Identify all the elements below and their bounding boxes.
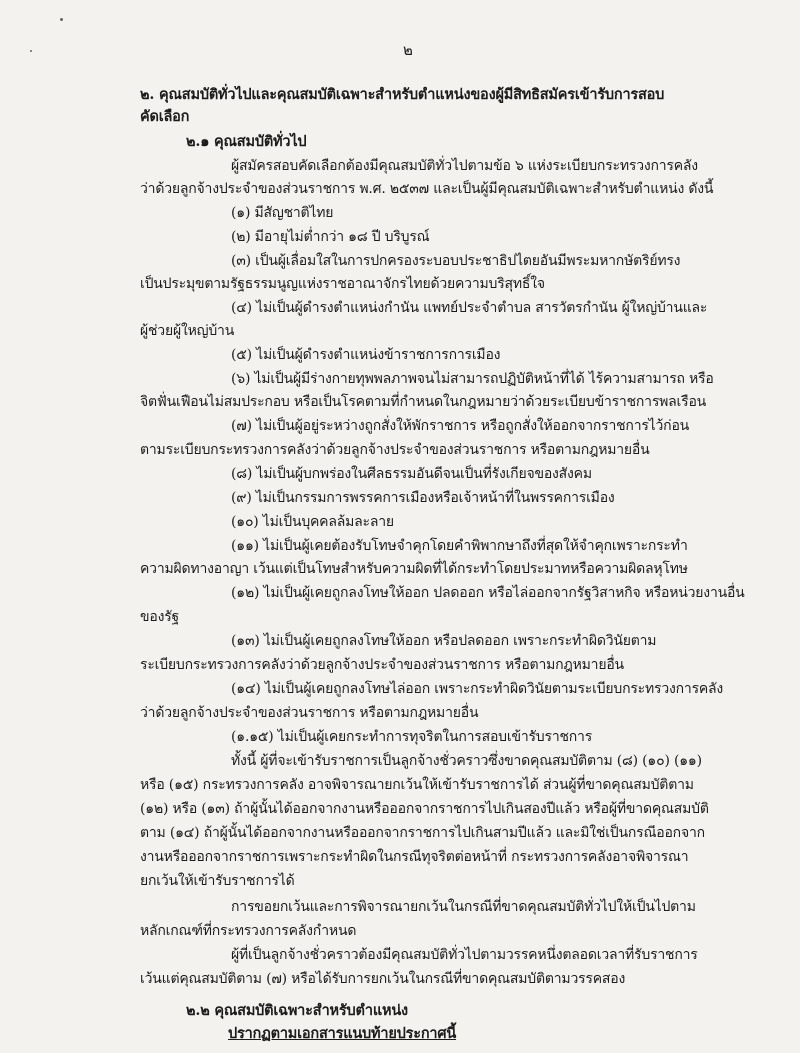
section-2-1-intro-cont: ว่าด้วยลูกจ้างประจำของส่วนราชการ พ.ศ. ๒๕๓๗ และเป็นผู้มีคุณสมบัติเฉพาะสำหรับตำแหน่ง ดังนี้ [140, 181, 714, 197]
scan-speck [60, 18, 63, 21]
section-2-heading-cont: คัดเลือก [140, 108, 190, 125]
qualification-item: (๗) ไม่เป็นผู้อยู่ระหว่างถูกสั่งให้พักราชการ หรือถูกสั่งให้ออกจากราชการไว้ก่อน [231, 418, 690, 434]
scan-speck [30, 50, 32, 52]
qualification-item: (๑๓) ไม่เป็นผู้เคยถูกลงโทษให้ออก หรือปลดออก เพราะกระทำผิดวินัยตาม [231, 633, 657, 649]
qualification-item-cont: ตามระเบียบกระทรวงการคลังว่าด้วยลูกจ้างประจำของส่วนราชการ หรือตามกฎหมายอื่น [140, 442, 650, 458]
qualification-item: (๑) มีสัญชาติไทย [231, 205, 334, 221]
qualification-item: (๑๔) ไม่เป็นผู้เคยถูกลงโทษไล่ออก เพราะกระทำผิดวินัยตามระเบียบกระทรวงการคลัง [231, 681, 724, 697]
qualification-item: (๑.๑๕) ไม่เป็นผู้เคยกระทำการทุจริตในการสอบเข้ารับราชการ [231, 729, 593, 745]
qualification-item: (๓) เป็นผู้เลื่อมใสในการปกครองระบอบประชาธิปไตยอันมีพระมหากษัตริย์ทรง [231, 253, 681, 269]
qualification-item-cont: ของรัฐ [140, 609, 180, 625]
exemption-paragraph-cont: งานหรือออกจากราชการเพราะกระทำผิดในกรณีทุจริตต่อหน้าที่ กระทรวงการคลังอาจพิจารณา [140, 849, 689, 865]
qualification-item: (๙) ไม่เป็นกรรมการพรรคการเมืองหรือเจ้าหน้าที่ในพรรคการเมือง [231, 490, 615, 506]
section-2-2-heading: ๒.๒ คุณสมบัติเฉพาะสำหรับตำแหน่ง [186, 1002, 408, 1019]
section-2-heading: ๒. คุณสมบัติทั่วไปและคุณสมบัติเฉพาะสำหรับตำแหน่งของผู้มีสิทธิสมัครเข้ารับการสอบ [140, 86, 665, 103]
qualification-item-cont: เป็นประมุขตามรัฐธรรมนูญแห่งราชอาณาจักรไทยด้วยความบริสุทธิ์ใจ [140, 276, 545, 292]
qualification-item: (๖) ไม่เป็นผู้มีร่างกายทุพพลภาพจนไม่สามารถปฏิบัติหน้าที่ได้ ไร้ความสามารถ หรือ [231, 371, 714, 387]
qualification-item: (๑๑) ไม่เป็นผู้เคยต้องรับโทษจำคุกโดยคำพิพากษาถึงที่สุดให้จำคุกเพราะกระทำ [231, 538, 688, 554]
temp-employee-paragraph-cont: เว้นแต่คุณสมบัติตาม (๗) หรือได้รับการยกเว้นในกรณีที่ขาดคุณสมบัติตามวรรคสอง [140, 971, 626, 987]
exemption-paragraph-cont: ตาม (๑๔) ถ้าผู้นั้นได้ออกจากงานหรือออกจากราชการไปเกินสามปีแล้ว และมิใช่เป็นกรณีออกจาก [140, 825, 705, 841]
qualification-item-cont: ว่าด้วยลูกจ้างประจำของส่วนราชการ หรือตามกฎหมายอื่น [140, 705, 479, 721]
qualification-item: (๔) ไม่เป็นผู้ดำรงตำแหน่งกำนัน แพทย์ประจำตำบล สารวัตรกำนัน ผู้ใหญ่บ้านและ [231, 300, 708, 316]
qualification-item: (๑๒) ไม่เป็นผู้เคยถูกลงโทษให้ออก ปลดออก หรือไล่ออกจากรัฐวิสาหกิจ หรือหน่วยงานอื่น [231, 585, 745, 601]
page-number: ๒ [403, 41, 413, 59]
qualification-item: (๘) ไม่เป็นผู้บกพร่องในศีลธรรมอันดีจนเป็นที่รังเกียจของสังคม [231, 466, 592, 482]
qualification-item-cont: ระเบียบกระทรวงการคลังว่าด้วยลูกจ้างประจำของส่วนราชการ หรือตามกฎหมายอื่น [140, 657, 624, 673]
exemption-rule-paragraph-cont: หลักเกณฑ์ที่กระทรวงการคลังกำหนด [140, 923, 357, 939]
exemption-paragraph-cont: หรือ (๑๕) กระทรวงการคลัง อาจพิจารณายกเว้นให้เข้ารับราชการได้ ส่วนผู้ที่ขาดคุณสมบัติตาม [140, 777, 694, 793]
section-2-1-heading: ๒.๑ คุณสมบัติทั่วไป [186, 133, 307, 150]
exemption-paragraph-cont: (๑๒) หรือ (๑๓) ถ้าผู้นั้นได้ออกจากงานหรือออกจากราชการไปเกินสองปีแล้ว หรือผู้ที่ขาดคุณสมบัติ [140, 801, 709, 817]
exemption-rule-paragraph: การขอยกเว้นและการพิจารณายกเว้นในกรณีที่ขาดคุณสมบัติทั่วไปให้เป็นไปตาม [231, 899, 696, 915]
exemption-paragraph: ทั้งนี้ ผู้ที่จะเข้ารับราชการเป็นลูกจ้างชั่วคราวซึ่งขาดคุณสมบัติตาม (๘) (๑๐) (๑๑) [231, 753, 702, 769]
exemption-paragraph-cont: ยกเว้นให้เข้ารับราชการได้ [140, 873, 295, 889]
qualification-item: (๑๐) ไม่เป็นบุคคลล้มละลาย [231, 514, 394, 530]
qualification-item-cont: ผู้ช่วยผู้ใหญ่บ้าน [140, 323, 235, 339]
qualification-item: (๒) มีอายุไม่ต่ำกว่า ๑๘ ปี บริบูรณ์ [231, 229, 430, 245]
qualification-item: (๕) ไม่เป็นผู้ดำรงตำแหน่งข้าราชการการเมือง [231, 347, 501, 363]
qualification-item-cont: จิตฟั่นเฟือนไม่สมประกอบ หรือเป็นโรคตามที่กำหนดในกฎหมายว่าด้วยระเบียบข้าราชการพลเรือน [140, 394, 707, 410]
section-2-1-intro: ผู้สมัครสอบคัดเลือกต้องมีคุณสมบัติทั่วไปตามข้อ ๖ แห่งระเบียบกระทรวงการคลัง [231, 158, 698, 174]
temp-employee-paragraph: ผู้ที่เป็นลูกจ้างชั่วคราวต้องมีคุณสมบัติทั่วไปตามวรรคหนึ่งตลอดเวลาที่รับราชการ [231, 947, 698, 963]
section-2-2-attachment-note: ปรากฏตามเอกสารแนบท้ายประกาศนี้ [228, 1025, 457, 1042]
qualification-item-cont: ความผิดทางอาญา เว้นแต่เป็นโทษสำหรับความผิดที่ได้กระทำโดยประมาทหรือความผิดลหุโทษ [140, 561, 688, 577]
